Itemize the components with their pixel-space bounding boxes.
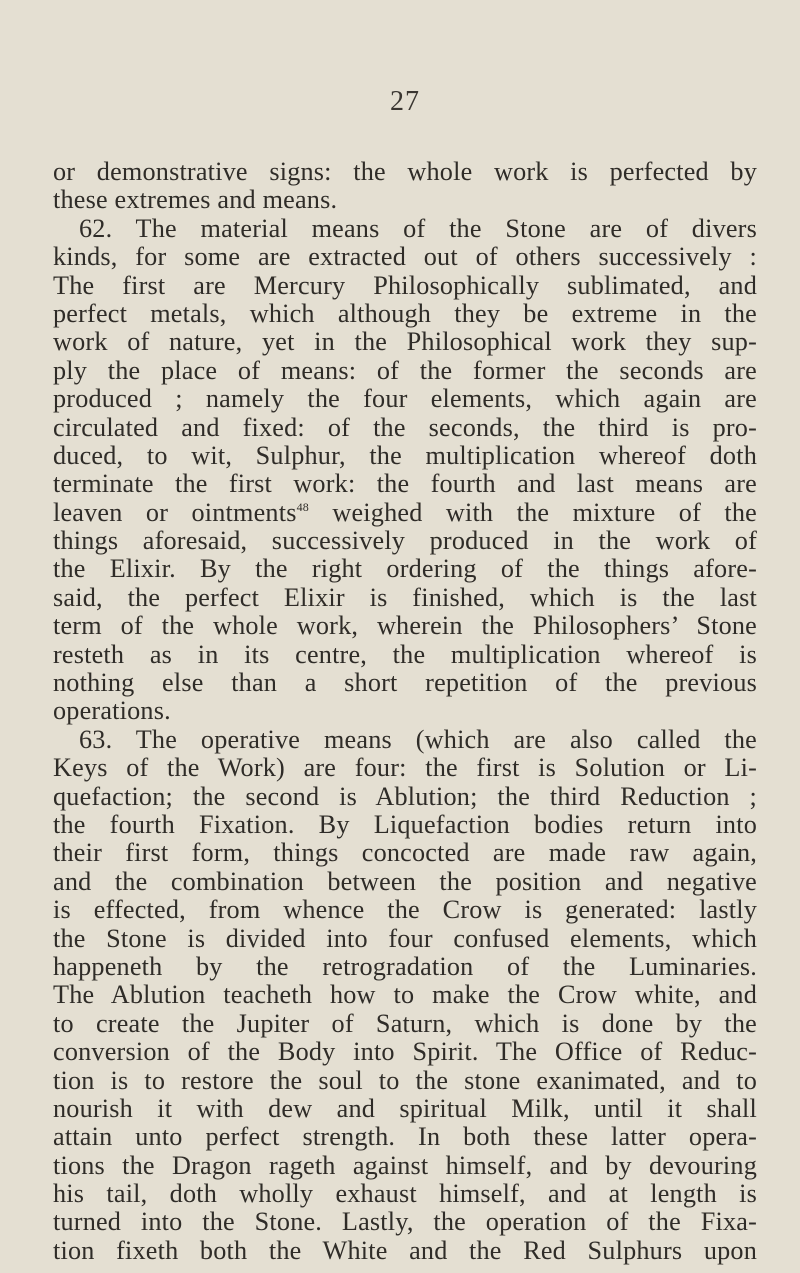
text-line: circulated and fixed: of the seconds, the third is pro- [53, 412, 757, 442]
text-line: produced ; namely the four elements, which again are [53, 384, 757, 414]
text-line: attain unto perfect strength. In both these latter opera- [53, 1122, 757, 1152]
text-line: operations. [53, 696, 171, 726]
text-line: the Stone is divided into four confused elements, which [53, 923, 757, 953]
text-line: turned into the Stone. Lastly, the operation of the Fixa- [53, 1207, 757, 1237]
text-line: The Ablution teacheth how to make the Crow white, and [53, 980, 757, 1010]
text-line: perfect metals, which although they be extreme in the [53, 298, 757, 328]
text-line: tion fixeth both the White and the Red Sulphurs upon [53, 1235, 757, 1265]
text-line: his tail, doth wholly exhaust himself, and at length is [53, 1179, 757, 1209]
text-line-with-footnote [53, 499, 757, 527]
text-line: terminate the first work: the fourth and last means are [53, 469, 757, 499]
text-line: ply the place of means: of the former the seconds are [53, 355, 757, 385]
text-line: work of nature, yet in the Philosophical work they sup- [53, 327, 757, 357]
text-line: is effected, from whence the Crow is generated: lastly [53, 895, 757, 925]
text-segment: leaven or ointments [53, 497, 297, 527]
page-number: 27 [390, 86, 420, 117]
text-line: these extremes and means. [53, 185, 338, 215]
text-line: nourish it with dew and spiritual Milk, until it shall [53, 1093, 757, 1123]
text-line: conversion of the Body into Spirit. The Office of Reduc- [53, 1037, 757, 1067]
text-line: happeneth by the retrogradation of the Luminaries. [53, 951, 757, 981]
text-line: resteth as in its centre, the multiplication whereof is [53, 639, 757, 669]
text-line: Keys of the Work) are four: the first is Solution or Li- [53, 753, 757, 783]
text-line: quefaction; the second is Ablution; the third Reduction ; [53, 781, 757, 811]
text-line: nothing else than a short repetition of the previous [53, 668, 757, 698]
text-line: duced, to wit, Sulphur, the multiplication whereof doth [53, 440, 757, 470]
text-line: kinds, for some are extracted out of others successively : [53, 242, 757, 272]
text-line: to create the Jupiter of Saturn, which is done by the [53, 1008, 757, 1038]
text-line: the Elixir. By the right ordering of the things afore- [53, 554, 757, 584]
text-line: tions the Dragon rageth against himself, and by devouring [53, 1150, 757, 1180]
text-line: and the combination between the position and negative [53, 866, 757, 896]
text-line: The first are Mercury Philosophically sublimated, and [53, 270, 757, 300]
text-line: their first form, things concocted are made raw again, [53, 838, 757, 868]
text-line: tion is to restore the soul to the stone exanimated, and to [53, 1065, 757, 1095]
text-line: the fourth Fixation. By Liquefaction bodies return into [53, 809, 757, 839]
paragraph-63-start: 63. The operative means (which are also called the [79, 724, 757, 754]
footnote-reference: 48 [296, 499, 309, 514]
text-line: said, the perfect Elixir is finished, which is the last [53, 582, 757, 612]
text-line: term of the whole work, wherein the Philosophers’ Stone [53, 611, 757, 641]
text-segment: weighed with the mixture of the [309, 497, 757, 527]
body-text [53, 158, 757, 1265]
text-line: or demonstrative signs: the whole work is perfected by [53, 157, 757, 186]
text-line: things aforesaid, successively produced in the work of [53, 526, 757, 556]
paragraph-62-start: 62. The material means of the Stone are of divers [79, 213, 757, 243]
